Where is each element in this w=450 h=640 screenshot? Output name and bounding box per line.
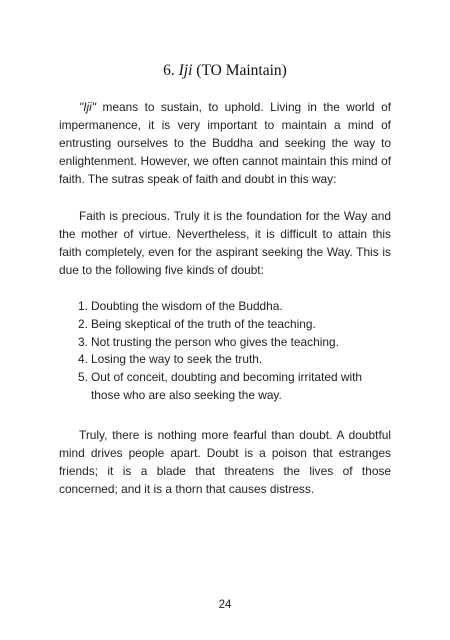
list-item	[78, 369, 394, 405]
list-item-number: 2.	[78, 316, 88, 331]
list-item-text: Losing the way to seek the truth.	[91, 352, 263, 367]
quoted-term: "Iji"	[79, 100, 97, 114]
list-item	[78, 316, 394, 334]
list-item-number: 3.	[78, 334, 88, 349]
list-item-text: Being skeptical of the truth of the teaching.	[91, 316, 316, 331]
section-term: Iji	[178, 62, 193, 79]
section-number: 6.	[163, 62, 175, 79]
list-item	[78, 334, 394, 352]
list-item-number: 1.	[78, 299, 88, 313]
paragraph-faith: Faith is precious. Truly it is the foundation for the Way and the mother of virtue. Nevertheless, it is difficult to attain this faith completely, even for the aspirant seeking the Way. This is due to the following five kinds of doubt:	[59, 209, 391, 277]
list-item-number: 5.	[78, 370, 88, 385]
list-item-number: 4.	[78, 352, 88, 367]
list-item-text: Not trusting the person who gives the teaching.	[91, 334, 339, 349]
page-number: 24	[218, 599, 232, 611]
list-item-text: Doubting the wisdom of the Buddha.	[91, 299, 283, 313]
list-item	[78, 351, 394, 369]
list-item	[78, 298, 394, 316]
section-heading	[0, 62, 450, 80]
paragraph-conclusion: Truly, there is nothing more fearful than doubt. A doubtful mind drives people apart. Doubt is a poison that estranges friends; it is a blade that threatens the lives of those concerned; and it is a thorn that causes distress.	[59, 428, 391, 496]
paragraph-intro	[59, 98, 391, 188]
list-item-text: Out of conceit, doubting and becoming irritated with those who are also seeking the way.	[91, 370, 362, 402]
doubt-list	[78, 298, 394, 405]
paragraph-intro-text: means to sustain, to uphold. Living in the world of impermanence, it is very important to maintain a mind of entrusting ourselves to the Buddha and seeking the way to enlightenment. However, we often cannot maintain this mind of faith. The sutras speak of faith and doubt in this way:	[59, 100, 391, 186]
section-gloss: (TO Maintain)	[196, 62, 287, 79]
